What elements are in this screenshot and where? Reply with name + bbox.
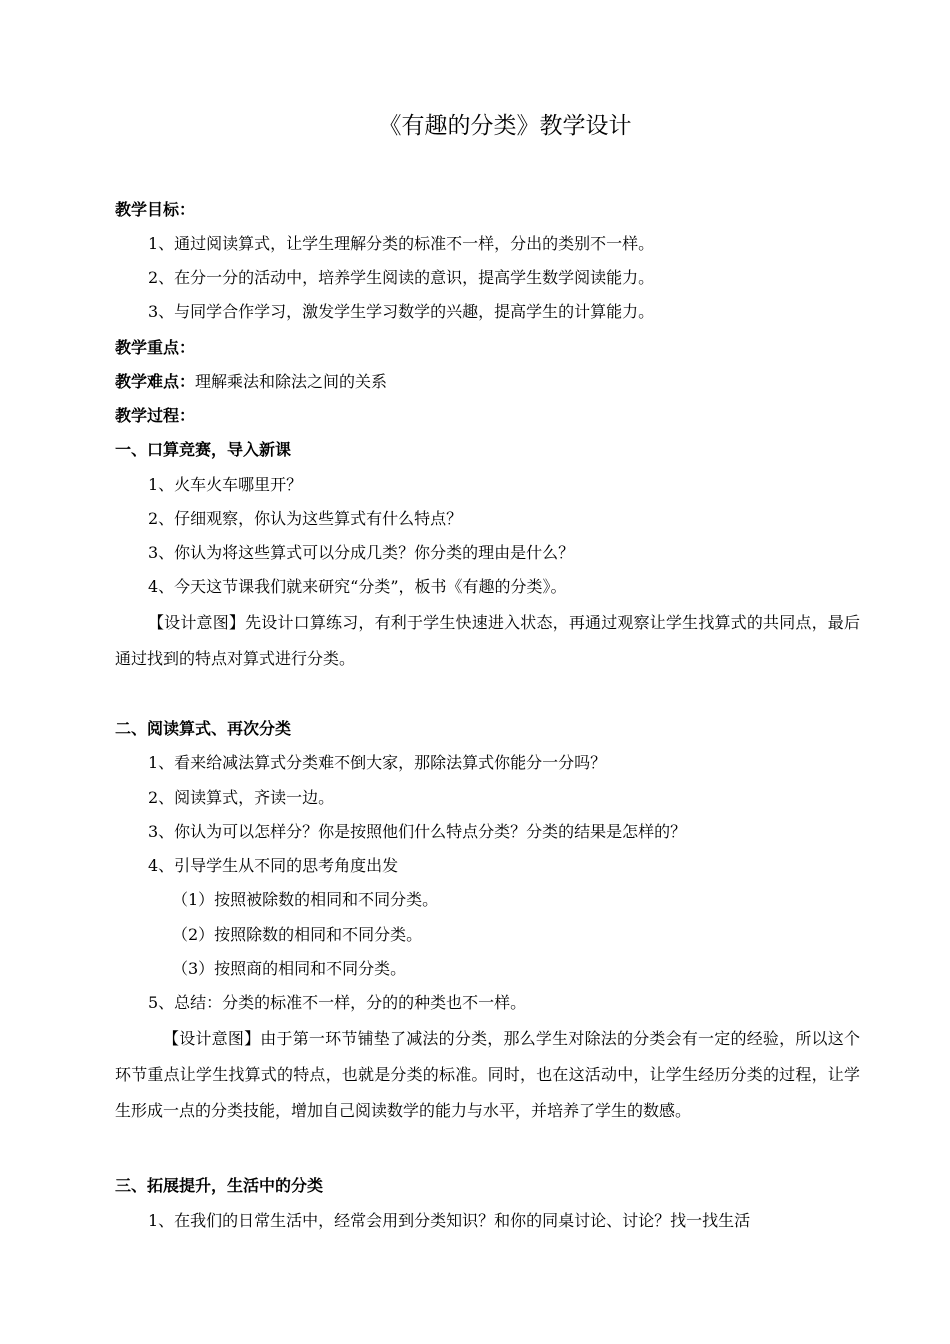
difficulty-text: 理解乘法和除法之间的关系 (195, 372, 388, 391)
section3-heading: 三、拓展提升，生活中的分类 (115, 1176, 324, 1195)
process-heading: 教学过程： (115, 406, 196, 425)
section1-heading: 一、口算竞赛，导入新课 (115, 440, 292, 459)
difficulty-heading: 教学难点： (115, 372, 196, 391)
section2-item: 1、看来给减法算式分类难不倒大家，那除法算式你能分一分吗？ (148, 753, 607, 772)
section2-item: 3、你认为可以怎样分？你是按照他们什么特点分类？分类的结果是怎样的？ (148, 822, 687, 841)
document-title: 《有趣的分类》教学设计 (378, 113, 632, 139)
goal-item: 2、在分一分的活动中，培养学生阅读的意识，提高学生数学阅读能力。 (148, 268, 655, 287)
section1-item: 4、今天这节课我们就来研究“分类”，板书《有趣的分类》。 (148, 577, 567, 596)
section1-item: 1、火车火车哪里开？ (148, 475, 303, 494)
key-point-heading: 教学重点： (115, 338, 196, 357)
goal-item: 1、通过阅读算式，让学生理解分类的标准不一样，分出的类别不一样。 (148, 234, 655, 253)
difficulty-line (115, 370, 865, 394)
section2-summary: 5、总结：分类的标准不一样，分的的种类也不一样。 (148, 993, 527, 1012)
section2-intent: 【设计意图】由于第一环节铺垫了减法的分类，那么学生对除法的分类会有一定的经验，所以这个环节重点让学生找算式的特点，也就是分类的标准。同时，也在这活动中，让学生经历分类的过程，让学生形成一点的分类技能，增加自己阅读数学的能力与水平，并培养了学生的数感。 (115, 1029, 860, 1120)
section1-item: 3、你认为将这些算式可以分成几类？你分类的理由是什么？ (148, 543, 575, 562)
section2-item: 4、引导学生从不同的思考角度出发 (148, 856, 399, 875)
section2-subitem: （3）按照商的相同和不同分类。 (172, 959, 407, 978)
section2-item: 2、阅读算式，齐读一边。 (148, 788, 335, 807)
goal-item: 3、与同学合作学习，激发学生学习数学的兴趣，提高学生的计算能力。 (148, 302, 655, 321)
section2-subitem: （2）按照除数的相同和不同分类。 (172, 925, 423, 944)
goals-heading: 教学目标： (115, 200, 196, 219)
section2-subitem: （1）按照被除数的相同和不同分类。 (172, 890, 439, 909)
section1-item: 2、仔细观察，你认为这些算式有什么特点？ (148, 509, 463, 528)
section1-intent: 【设计意图】先设计口算练习，有利于学生快速进入状态，再通过观察让学生找算式的共同点，最后通过找到的特点对算式进行分类。 (115, 613, 860, 668)
section2-heading: 二、阅读算式、再次分类 (115, 719, 292, 738)
section3-item: 1、在我们的日常生活中，经常会用到分类知识？和你的同桌讨论、讨论？找一找生活 (148, 1211, 751, 1230)
